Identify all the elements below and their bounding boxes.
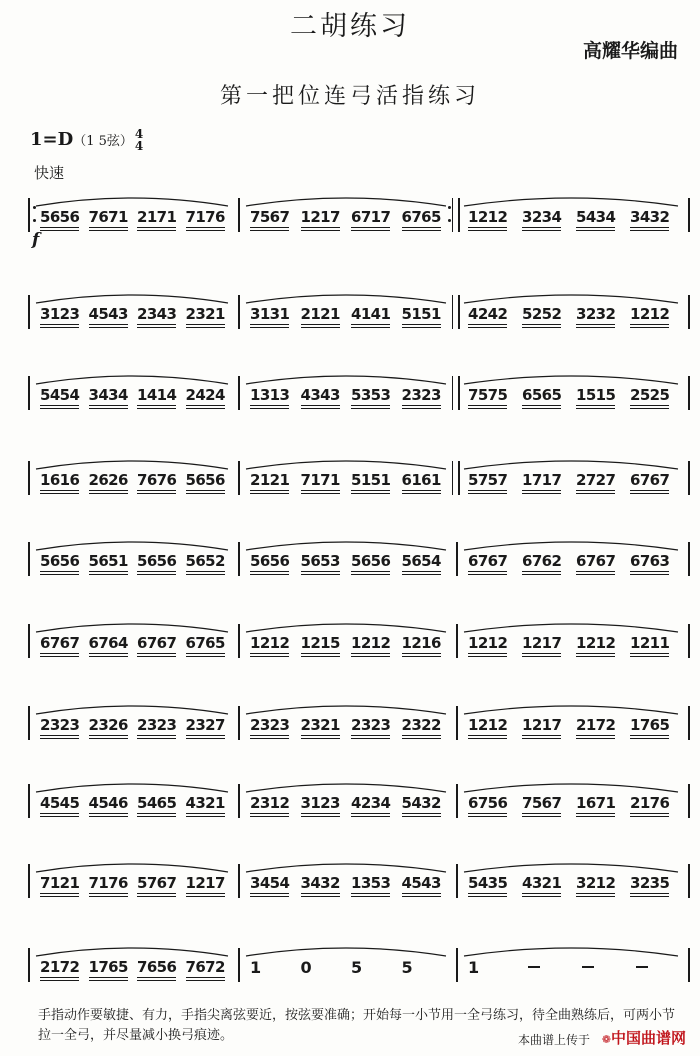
measure <box>240 766 458 836</box>
note-group: 1515 <box>576 386 616 404</box>
sustain-dash <box>528 966 540 968</box>
note-group: 1217 <box>522 716 562 734</box>
barline <box>688 948 690 982</box>
note-group: 3212 <box>576 874 616 892</box>
barline <box>688 624 690 658</box>
note-group: 2322 <box>401 716 441 734</box>
page-title: 二胡练习 <box>290 11 410 42</box>
note-group: 2172 <box>40 958 80 976</box>
note-group: 2321 <box>300 716 340 734</box>
measure <box>240 358 458 428</box>
note-group: 1217 <box>522 634 562 652</box>
note-group: 5656 <box>351 552 391 570</box>
note-group: 2424 <box>185 386 225 404</box>
note-group: 2121 <box>300 305 340 323</box>
note-group: 6763 <box>630 552 670 570</box>
note-group: 5757 <box>468 471 508 489</box>
note-group: 5656 <box>40 552 80 570</box>
measure <box>458 443 690 513</box>
barline <box>688 461 690 495</box>
note-group: 1216 <box>401 634 441 652</box>
measure <box>240 524 458 594</box>
note-group: 5353 <box>351 386 391 404</box>
opening-barline <box>28 864 30 898</box>
repeat-end-dots <box>448 206 452 222</box>
note-group: 5656 <box>137 552 177 570</box>
note-group: 4545 <box>40 794 80 812</box>
measure <box>30 358 240 428</box>
exercise-title: 第一把位连弓活指练习 <box>219 84 480 109</box>
measure <box>30 277 240 347</box>
note-group: 3432 <box>630 208 670 226</box>
barline <box>688 864 690 898</box>
note-group: 4343 <box>300 386 340 404</box>
score-system <box>0 766 700 836</box>
measure <box>30 930 240 1000</box>
note-group: 1211 <box>630 634 670 652</box>
measure <box>458 766 690 836</box>
string-tuning: （1 5弦） <box>73 134 133 149</box>
opening-barline <box>28 295 30 329</box>
note-group: 2326 <box>88 716 128 734</box>
dynamic-marking: f <box>32 230 40 250</box>
note-group: 2323 <box>401 386 441 404</box>
key-label: 1=D <box>30 129 74 150</box>
note-group: 6767 <box>468 552 508 570</box>
note-group: 7176 <box>185 208 225 226</box>
time-signature <box>135 128 143 152</box>
note-group: 5652 <box>185 552 225 570</box>
note-group: 3123 <box>40 305 80 323</box>
barline <box>688 198 690 232</box>
barline <box>688 376 690 410</box>
note-group: 6767 <box>137 634 177 652</box>
note-group: 2327 <box>185 716 225 734</box>
score-system <box>0 277 700 347</box>
measure <box>30 443 240 513</box>
note-group: 6765 <box>185 634 225 652</box>
note-group: 2323 <box>137 716 177 734</box>
composer-credit: 高耀华编曲 <box>582 40 678 62</box>
note-group: 3131 <box>250 305 290 323</box>
note-group: 7567 <box>250 208 290 226</box>
score-system <box>0 930 700 1000</box>
note-group: 1217 <box>300 208 340 226</box>
note-group: 4543 <box>401 874 441 892</box>
note-group: 2312 <box>250 794 290 812</box>
performance-note: 手指动作要敏捷、有力，手指尖离弦要近，按弦要准确；开始每一小节用一全弓练习，待全曲熟练后，可两小节拉一全弓，并尽量减小换弓痕迹。 <box>38 1008 676 1043</box>
measure <box>30 180 240 250</box>
measure <box>240 846 458 916</box>
note-group: 1212 <box>468 208 508 226</box>
note-group: 2176 <box>630 794 670 812</box>
note-group: 1212 <box>250 634 290 652</box>
measure <box>458 277 690 347</box>
note-group: 3235 <box>630 874 670 892</box>
barline <box>688 706 690 740</box>
note: 1 <box>468 958 480 977</box>
score-system <box>0 524 700 594</box>
tempo-marking: 快速 <box>34 164 65 182</box>
note-group: 1765 <box>88 958 128 976</box>
repeat-start-dots <box>33 206 37 222</box>
note-group: 5454 <box>40 386 80 404</box>
note-group: 1616 <box>40 471 80 489</box>
note-group: 4321 <box>522 874 562 892</box>
measure <box>240 277 458 347</box>
note-group: 6764 <box>88 634 128 652</box>
note-group: 7656 <box>137 958 177 976</box>
opening-barline <box>28 706 30 740</box>
note-group: 2626 <box>88 471 128 489</box>
note-group: 5656 <box>40 208 80 226</box>
note-group: 5767 <box>137 874 177 892</box>
measure <box>458 606 690 676</box>
note-group: 6756 <box>468 794 508 812</box>
note-group: 1313 <box>250 386 290 404</box>
note-group: 5465 <box>137 794 177 812</box>
measure <box>240 180 458 250</box>
note-group: 2172 <box>576 716 616 734</box>
note-group: 5653 <box>300 552 340 570</box>
note-group: 7575 <box>468 386 508 404</box>
score-system <box>0 443 700 513</box>
opening-barline <box>28 198 30 232</box>
note-group: 4543 <box>88 305 128 323</box>
key-signature <box>30 128 143 152</box>
note: 5 <box>351 958 363 977</box>
note-group: 3123 <box>300 794 340 812</box>
score-system <box>0 846 700 916</box>
note-group: 1212 <box>468 716 508 734</box>
note-group: 4141 <box>351 305 391 323</box>
site-logo: ❁中国曲谱网 <box>601 1029 686 1047</box>
note-group: 3232 <box>576 305 616 323</box>
barline <box>688 542 690 576</box>
note-group: 7121 <box>40 874 80 892</box>
note: 0 <box>300 958 312 977</box>
note-group: 5252 <box>522 305 562 323</box>
note-group: 7671 <box>88 208 128 226</box>
opening-barline <box>28 948 30 982</box>
note-group: 5651 <box>88 552 128 570</box>
note-group: 5434 <box>576 208 616 226</box>
opening-barline <box>28 542 30 576</box>
measure <box>240 930 458 1000</box>
note-group: 6717 <box>351 208 391 226</box>
opening-barline <box>28 784 30 818</box>
score-system <box>0 606 700 676</box>
note: 1 <box>250 958 262 977</box>
note-group: 2121 <box>250 471 290 489</box>
measure <box>458 930 690 1000</box>
site-logo-text: 中国曲谱网 <box>610 1029 686 1047</box>
measure <box>458 846 690 916</box>
measure <box>30 846 240 916</box>
score-system <box>0 180 700 250</box>
note-group: 5435 <box>468 874 508 892</box>
note-group: 4546 <box>88 794 128 812</box>
note-group: 6767 <box>576 552 616 570</box>
sustain-dash <box>636 966 648 968</box>
note-group: 5151 <box>351 471 391 489</box>
measure <box>240 688 458 758</box>
note-group: 6767 <box>630 471 670 489</box>
note-group: 6762 <box>522 552 562 570</box>
note-group: 1717 <box>522 471 562 489</box>
note-group: 2323 <box>351 716 391 734</box>
note-group: 6161 <box>401 471 441 489</box>
measure <box>30 766 240 836</box>
note-group: 1671 <box>576 794 616 812</box>
note-group: 6565 <box>522 386 562 404</box>
note-group: 3432 <box>300 874 340 892</box>
note-group: 1212 <box>468 634 508 652</box>
measure <box>30 688 240 758</box>
note-group: 1217 <box>185 874 225 892</box>
note-group: 1414 <box>137 386 177 404</box>
note-group: 2171 <box>137 208 177 226</box>
source-note: 本曲谱上传于 <box>517 1033 590 1047</box>
opening-barline <box>28 376 30 410</box>
note-group: 5656 <box>185 471 225 489</box>
note-group: 5432 <box>401 794 441 812</box>
note-group: 5656 <box>250 552 290 570</box>
note-group: 1215 <box>300 634 340 652</box>
time-top: 4 <box>134 127 144 141</box>
opening-barline <box>28 624 30 658</box>
note-group: 5151 <box>401 305 441 323</box>
note-group: 7672 <box>185 958 225 976</box>
note-group: 2727 <box>576 471 616 489</box>
note-group: 2321 <box>185 305 225 323</box>
score-system <box>0 358 700 428</box>
note-group: 1212 <box>576 634 616 652</box>
measure <box>30 606 240 676</box>
sustain-dash <box>582 966 594 968</box>
note-group: 3234 <box>522 208 562 226</box>
note-group: 2323 <box>250 716 290 734</box>
note-group: 4321 <box>185 794 225 812</box>
note-group: 6767 <box>40 634 80 652</box>
note-group: 1212 <box>351 634 391 652</box>
barline <box>688 784 690 818</box>
note-group: 1765 <box>630 716 670 734</box>
note-group: 7176 <box>88 874 128 892</box>
note-group: 3454 <box>250 874 290 892</box>
measure <box>30 524 240 594</box>
time-bottom: 4 <box>134 139 144 153</box>
measure <box>240 443 458 513</box>
note-group: 7676 <box>137 471 177 489</box>
note-group: 5654 <box>401 552 441 570</box>
score-system <box>0 688 700 758</box>
note-group: 2343 <box>137 305 177 323</box>
measure <box>458 688 690 758</box>
note: 5 <box>401 958 413 977</box>
note-group: 7567 <box>522 794 562 812</box>
measure <box>458 180 690 250</box>
note-group: 1212 <box>630 305 670 323</box>
note-group: 2525 <box>630 386 670 404</box>
note-group: 2323 <box>40 716 80 734</box>
measure <box>458 358 690 428</box>
note-group: 1353 <box>351 874 391 892</box>
barline <box>688 295 690 329</box>
opening-barline <box>28 461 30 495</box>
measure <box>240 606 458 676</box>
note-group: 3434 <box>88 386 128 404</box>
measure <box>458 524 690 594</box>
note-group: 6765 <box>401 208 441 226</box>
note-group: 4234 <box>351 794 391 812</box>
note-group: 4242 <box>468 305 508 323</box>
note-group: 7171 <box>300 471 340 489</box>
